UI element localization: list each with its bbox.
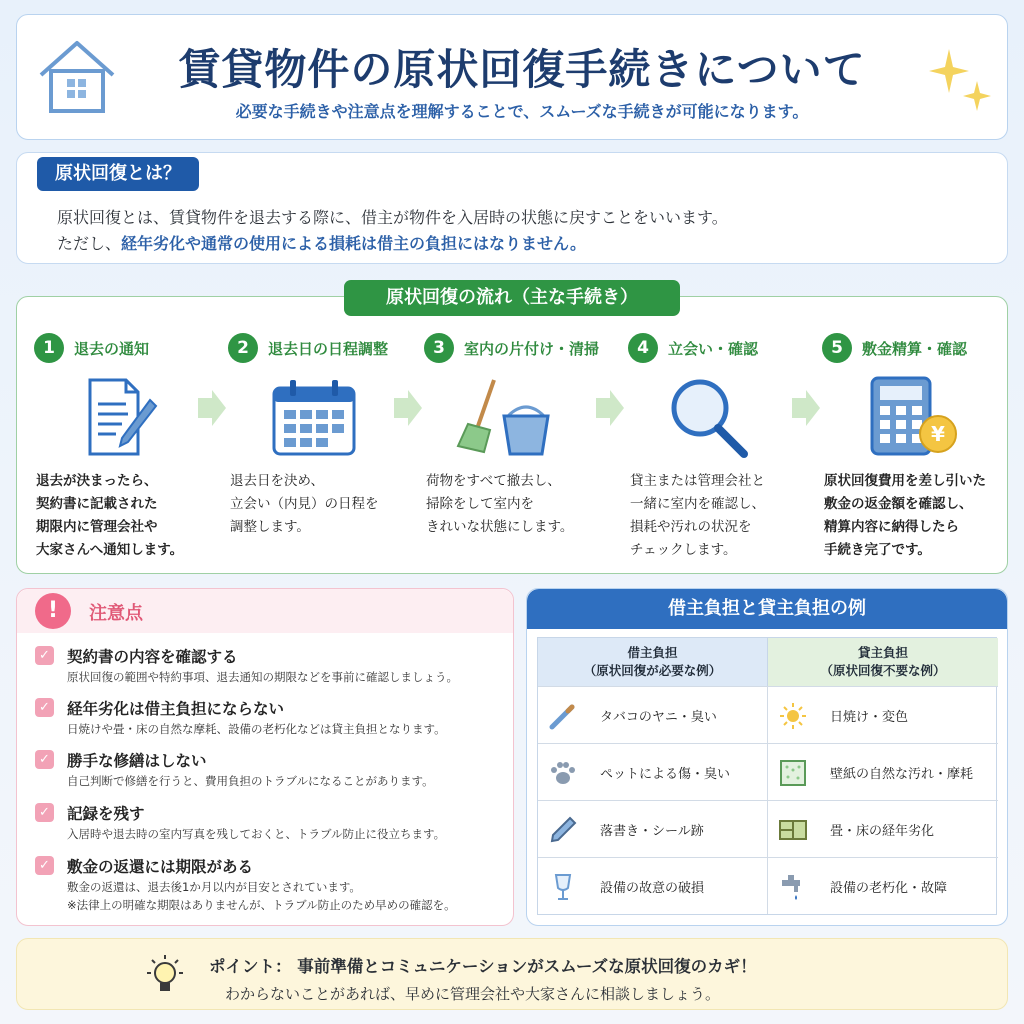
broken-glass-icon: [548, 872, 578, 902]
cell-text: 設備の老朽化・故障: [830, 881, 948, 896]
step-desc-line: 手続き完了です。: [824, 542, 931, 558]
column-header-label: 貸主負担: [857, 645, 908, 660]
step-desc-line: 立会い（内見）の日程を: [230, 496, 379, 512]
step-title: 退去日の日程調整: [268, 339, 389, 358]
step-desc-line: 一緒に室内を確認し、: [630, 496, 765, 512]
cautions-card: [16, 588, 514, 926]
step-desc-line: 精算内容に納得したら: [824, 519, 959, 535]
cell-text: 畳・床の経年劣化: [830, 824, 935, 839]
step-description: [36, 470, 218, 562]
step-number: 4: [628, 333, 658, 363]
table-cell: [768, 800, 998, 857]
faucet-icon: [778, 872, 808, 902]
caution-title: 記録を残す: [67, 805, 145, 823]
arrow-right-icon: [392, 388, 424, 428]
checkmark-icon: ✓: [35, 750, 54, 769]
step-description: [230, 470, 412, 539]
definition-note: [57, 231, 586, 254]
step-number: 2: [228, 333, 258, 363]
table-cell: [768, 686, 998, 743]
wallpaper-icon: [778, 758, 808, 788]
step-desc-line: 損耗や汚れの状況を: [630, 519, 752, 535]
step-desc-line: 契約書に記載された: [36, 496, 158, 512]
lightbulb-icon: [143, 953, 187, 999]
step-desc-line: 掃除をして室内を: [426, 496, 534, 512]
table-cell: [538, 800, 768, 857]
caution-desc: 敷金の返還は、退去後1か月以内が目安とされています。: [67, 880, 361, 894]
step-desc-line: 貸主または管理会社と: [630, 473, 765, 489]
caution-desc: 入居時や退去時の室内写真を残しておくと、トラブル防止に役立ちます。: [67, 827, 446, 841]
sparkle-icon: [927, 45, 993, 115]
burden-card: [526, 588, 1008, 926]
flow-heading: 原状回復の流れ（主な手続き）: [344, 280, 680, 316]
table-cell: [538, 857, 768, 914]
step-desc-line: 退去日を決め、: [230, 473, 324, 489]
sun-icon: [778, 701, 808, 731]
step-title: 退去の通知: [74, 339, 150, 358]
step-desc-line: 原状回復費用を差し引いた: [824, 473, 986, 489]
flow-step-3: [424, 330, 604, 535]
broom-bucket-icon: [454, 376, 550, 458]
document-pen-icon: [70, 376, 166, 458]
checkmark-icon: ✓: [35, 646, 54, 665]
burden-title: 借主負担と貸主負担の例: [527, 589, 1007, 629]
point-headline: ポイント： 事前準備とコミュニケーションがスムーズな原状回復のカギ！: [209, 957, 757, 976]
caution-title: 敷金の返還には期限がある: [67, 858, 254, 876]
definition-note-highlight: 経年劣化や通常の使用による損耗は借主の負担にはなりません。: [121, 234, 586, 253]
checkmark-icon: ✓: [35, 856, 54, 875]
svg-text:¥: ¥: [931, 422, 945, 446]
cigarette-icon: [548, 701, 578, 731]
caution-note: ※法律上の明確な期限はありませんが、トラブル防止のため早めの確認を。: [67, 898, 456, 912]
pencil-icon: [548, 815, 578, 845]
magnifier-icon: [660, 376, 756, 458]
caution-title: 契約書の内容を確認する: [67, 648, 238, 666]
tenant-column-header: [538, 638, 768, 686]
arrow-right-icon: [594, 388, 626, 428]
cell-text: 日焼け・変色: [830, 710, 909, 725]
table-cell: [538, 743, 768, 800]
step-desc-line: きれいな状態にします。: [426, 519, 574, 535]
column-header-sub: （原状回復不要な例）: [820, 663, 946, 678]
flow-step-5: [822, 330, 1002, 558]
step-description: [426, 470, 608, 539]
landlord-column-header: [768, 638, 998, 686]
cell-text: 落書き・シール跡: [600, 824, 704, 839]
step-desc-line: チェックします。: [630, 542, 737, 558]
definition-card: [16, 152, 1008, 264]
calendar-icon: [266, 376, 362, 458]
checkmark-icon: ✓: [35, 698, 54, 717]
step-desc-line: 敷金の返金額を確認し、: [824, 496, 973, 512]
table-cell: [768, 857, 998, 914]
step-title: 立会い・確認: [668, 339, 759, 358]
step-desc-line: 大家さんへ通知します。: [36, 542, 184, 558]
cell-text: ペットによる傷・臭い: [600, 767, 731, 782]
header-card: [16, 14, 1008, 140]
definition-note-prefix: ただし、: [57, 234, 122, 253]
caution-desc: 原状回復の範囲や特約事項、退去通知の期限などを事前に確認しましょう。: [67, 670, 458, 684]
caution-desc: 日焼けや畳・床の自然な摩耗、設備の老朽化などは貸主負担となります。: [67, 722, 446, 736]
flow-step-2: [228, 330, 408, 535]
table-cell: [768, 743, 998, 800]
step-description: [630, 470, 812, 562]
paw-icon: [548, 758, 578, 788]
step-number: 3: [424, 333, 454, 363]
step-number: 5: [822, 333, 852, 363]
cell-text: 壁紙の自然な汚れ・摩耗: [830, 767, 974, 782]
calculator-yen-icon: [864, 376, 960, 458]
flow-step-1: [34, 330, 214, 558]
tatami-icon: [778, 815, 808, 845]
checkmark-icon: ✓: [35, 803, 54, 822]
house-icon: [35, 37, 119, 117]
step-title: 敷金精算・確認: [862, 339, 968, 358]
page-title: 賃貸物件の原状回復手続きについて: [178, 45, 866, 94]
burden-table: [537, 637, 997, 915]
column-header-sub: （原状回復が必要な例）: [583, 663, 722, 678]
definition-heading: 原状回復とは？: [37, 157, 199, 191]
point-subtext: わからないことがあれば、早めに管理会社や大家さんに相談しましょう。: [225, 985, 721, 1003]
step-desc-line: 調整します。: [230, 519, 310, 535]
step-number: 1: [34, 333, 64, 363]
step-title: 室内の片付け・清掃: [464, 339, 600, 358]
cautions-header: [17, 589, 513, 633]
point-banner: [16, 938, 1008, 1010]
step-description: [824, 470, 1006, 562]
cell-text: 設備の故意の破損: [600, 881, 705, 896]
flow-step-4: [628, 330, 808, 558]
step-desc-line: 退去が決まったら、: [36, 473, 158, 489]
step-desc-line: 期限内に管理会社や: [36, 519, 158, 535]
cell-text: タバコのヤニ・臭い: [600, 710, 717, 725]
caution-desc: 自己判断で修繕を行うと、費用負担のトラブルになることがあります。: [67, 774, 434, 788]
page-subtitle: 必要な手続きや注意点を理解することで、スムーズな手続きが可能になります。: [235, 102, 809, 121]
cautions-title: 注意点: [89, 603, 143, 624]
step-desc-line: 荷物をすべて撤去し、: [426, 473, 561, 489]
arrow-right-icon: [196, 388, 228, 428]
arrow-right-icon: [790, 388, 822, 428]
column-header-label: 借主負担: [627, 645, 678, 660]
table-cell: [538, 686, 768, 743]
caution-title: 勝手な修繕はしない: [67, 752, 207, 770]
caution-title: 経年劣化は借主負担にならない: [67, 700, 285, 718]
exclamation-icon: !: [35, 593, 71, 629]
definition-text: 原状回復とは、賃貸物件を退去する際に、借主が物件を入居時の状態に戻すことをいいます。: [57, 208, 728, 227]
